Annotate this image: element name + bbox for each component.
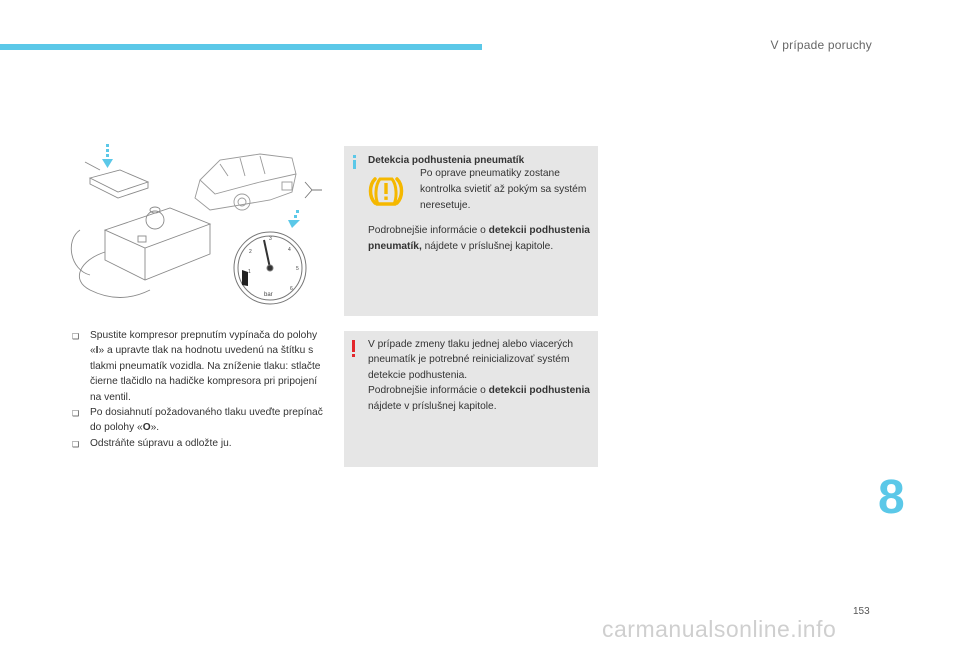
compressor-illustration — [60, 140, 335, 310]
tyre-sensor-icon — [305, 182, 322, 198]
info-icon — [353, 155, 356, 169]
header-accent-bar — [0, 44, 482, 50]
step-2: ❑ Po dosiahnutí požadovaného tlaku uveďte prepínač do polohy «O». — [72, 405, 330, 436]
step-3: ❑ Odstráňte súpravu a odložte ju. — [72, 436, 330, 452]
switch-symbol: I — [95, 345, 99, 357]
instruction-steps — [72, 328, 330, 452]
step-1: ❑ Spustite kompresor prepnutím vypínača do polohy «I» a upravte tlak na hodnotu uvedenú na štítku s tlakmi pneumatík vozidla. Na zníženie tlaku: stlačte čierne tlačidlo na hadičke kompresora pri pripojení na ventil. — [72, 328, 330, 405]
gauge-tick: 4 — [288, 247, 291, 253]
gauge-tick: 2 — [249, 249, 252, 255]
chapter-number: 8 — [878, 471, 905, 524]
page-number: 153 — [853, 606, 870, 617]
gauge-tick: 5 — [296, 266, 299, 272]
gauge-tick: 1 — [248, 269, 251, 275]
info-box-title: Detekcia podhustenia pneumatík — [368, 155, 525, 166]
sealant-bottle-drawing — [85, 162, 160, 213]
exclamation-icon — [351, 340, 357, 358]
gauge-tick: 3 — [269, 236, 272, 242]
switch-symbol: O — [142, 422, 151, 434]
bullet-marker: ❑ — [72, 332, 80, 341]
section-title: V prípade poruchy — [770, 38, 872, 52]
warning-box-text: V prípade zmeny tlaku jednej alebo viacerých pneumatík je potrebné reinicializovať systém detekcie podhustenia. Podrobnejšie informácie o detekcii podhustenia nájdete v príslušnej kapitole. — [368, 339, 590, 412]
car-drawing — [195, 154, 296, 210]
compressor-drawing — [71, 208, 210, 298]
pointer-arrows-icon — [102, 144, 300, 228]
info-box-text: Po oprave pneumatiky zostane kontrolka svietiť až pokým sa systém neresetuje. — [420, 168, 587, 211]
tyre-pressure-warning-icon — [366, 171, 406, 211]
bullet-marker: ❑ — [72, 439, 80, 449]
bullet-marker: ❑ — [72, 409, 80, 419]
watermark: carmanualsonline.info — [602, 616, 837, 642]
gauge-unit: bar — [264, 292, 273, 298]
info-box-more: Podrobnejšie informácie o detekcii podhustenia pneumatík, nájdete v príslušnej kapitole. — [368, 225, 590, 252]
gauge-tick: 6 — [290, 286, 293, 292]
